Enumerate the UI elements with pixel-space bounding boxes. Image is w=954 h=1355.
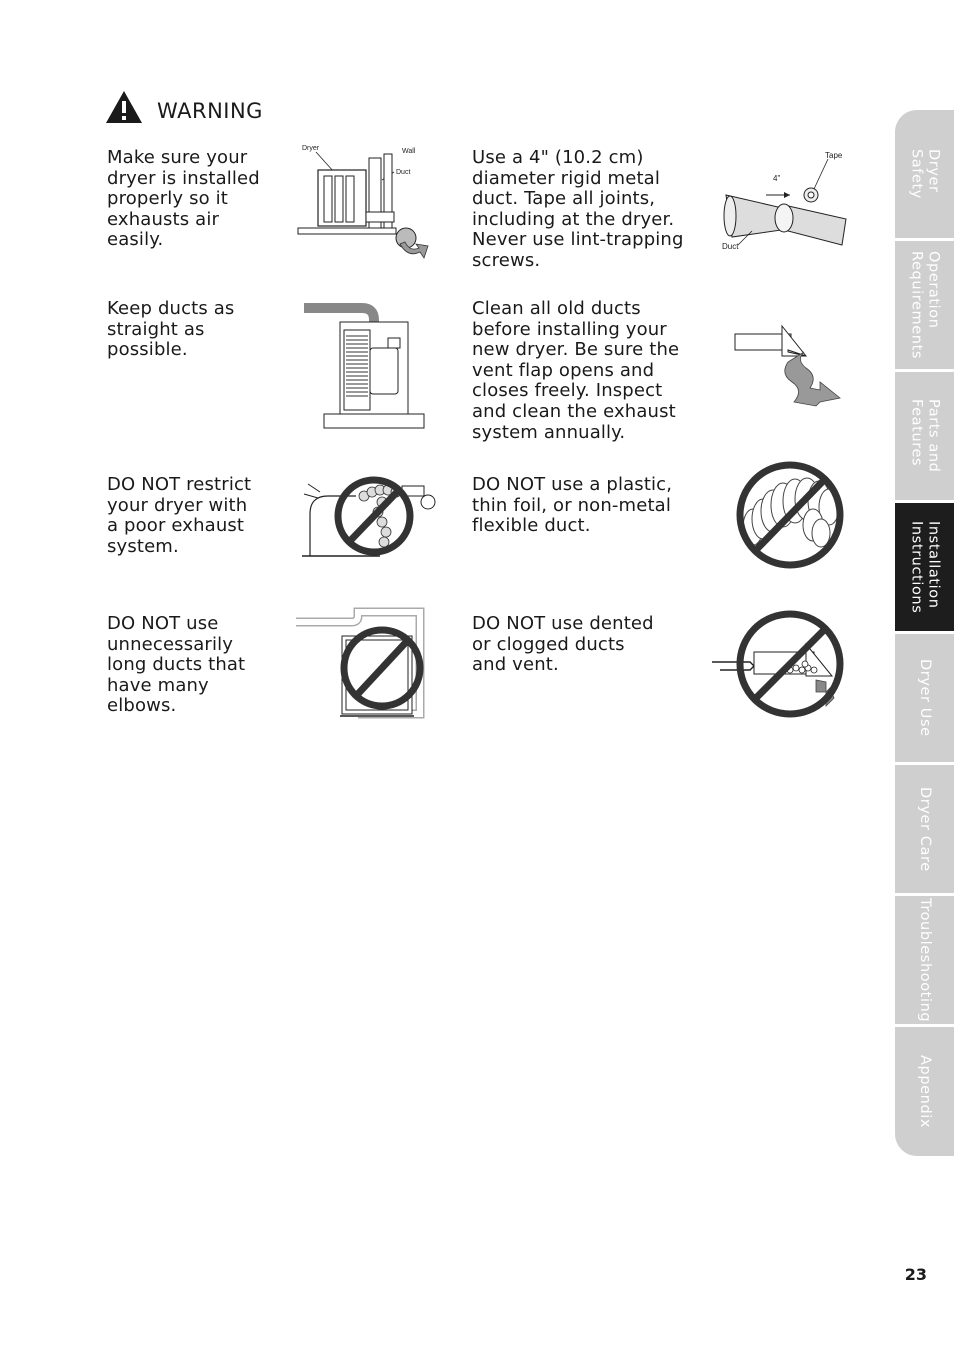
- diameter-label: 4": [773, 174, 781, 183]
- item-text-straight-ducts: Keep ducts as straight as possible.: [107, 298, 235, 361]
- tab-label: Installation Instructions: [908, 520, 942, 614]
- warning-header: [105, 90, 263, 124]
- rigid-duct-tape-illustration: [718, 145, 853, 260]
- tab-label: Troubleshooting: [917, 897, 933, 1023]
- tab-label: Parts and Features: [908, 399, 942, 473]
- tab-label: Appendix: [917, 1054, 933, 1129]
- long-ducts-illustration: [292, 606, 432, 721]
- vent-flap-illustration: [732, 322, 847, 417]
- duct-label: Duct: [396, 169, 411, 176]
- tab-label: Dryer Safety: [908, 149, 942, 199]
- warning-title: WARNING: [157, 99, 263, 123]
- clogged-duct-illustration: [710, 606, 850, 721]
- item-text-no-dented: DO NOT use dented or clogged ducts and vent.: [472, 613, 654, 676]
- section-tabs: [895, 110, 954, 1156]
- tab-label: Dryer Care: [917, 786, 933, 872]
- wall-label: Wall: [402, 148, 416, 155]
- tab-operation-requirements[interactable]: [895, 241, 954, 369]
- warning-triangle-icon: [105, 90, 143, 124]
- dryer-wall-duct-illustration: [296, 140, 436, 265]
- item-text-no-plastic: DO NOT use a plastic, thin foil, or non-metal flexible duct.: [472, 474, 673, 537]
- page-number: 23: [904, 1265, 927, 1284]
- tab-label: Dryer Use: [917, 659, 933, 737]
- item-text-no-long-ducts: DO NOT use unnecessarily long ducts that have many elbows.: [107, 613, 246, 717]
- item-text-install-properly: Make sure your dryer is installed properly so it exhausts air easily.: [107, 147, 260, 251]
- item-text-no-restrict: DO NOT restrict your dryer with a poor exhaust system.: [107, 474, 252, 557]
- tab-troubleshooting[interactable]: [895, 896, 954, 1024]
- tab-dryer-safety[interactable]: [895, 110, 954, 238]
- item-text-rigid-duct: Use a 4" (10.2 cm) diameter rigid metal duct. Tape all joints, including at the dryer. Never use lint-trapping screws.: [472, 147, 684, 271]
- straight-duct-illustration: [302, 302, 427, 430]
- item-text-clean-ducts: Clean all old ducts before installing your new dryer. Be sure the vent flap opens and closes freely. Inspect and clean the exhaust system annually.: [472, 298, 680, 443]
- tab-installation-instructions[interactable]: [895, 503, 954, 631]
- tab-dryer-use[interactable]: [895, 634, 954, 762]
- dryer-label: Dryer: [302, 145, 320, 152]
- tab-parts-and-features[interactable]: [895, 372, 954, 500]
- tab-label: Operation Requirements: [908, 250, 942, 359]
- restricted-exhaust-illustration: [300, 474, 440, 559]
- tab-appendix[interactable]: [895, 1027, 954, 1156]
- duct-label-2: Duct: [722, 242, 739, 251]
- tape-label: Tape: [825, 151, 843, 160]
- foil-duct-illustration: [733, 461, 848, 571]
- tab-dryer-care[interactable]: [895, 765, 954, 893]
